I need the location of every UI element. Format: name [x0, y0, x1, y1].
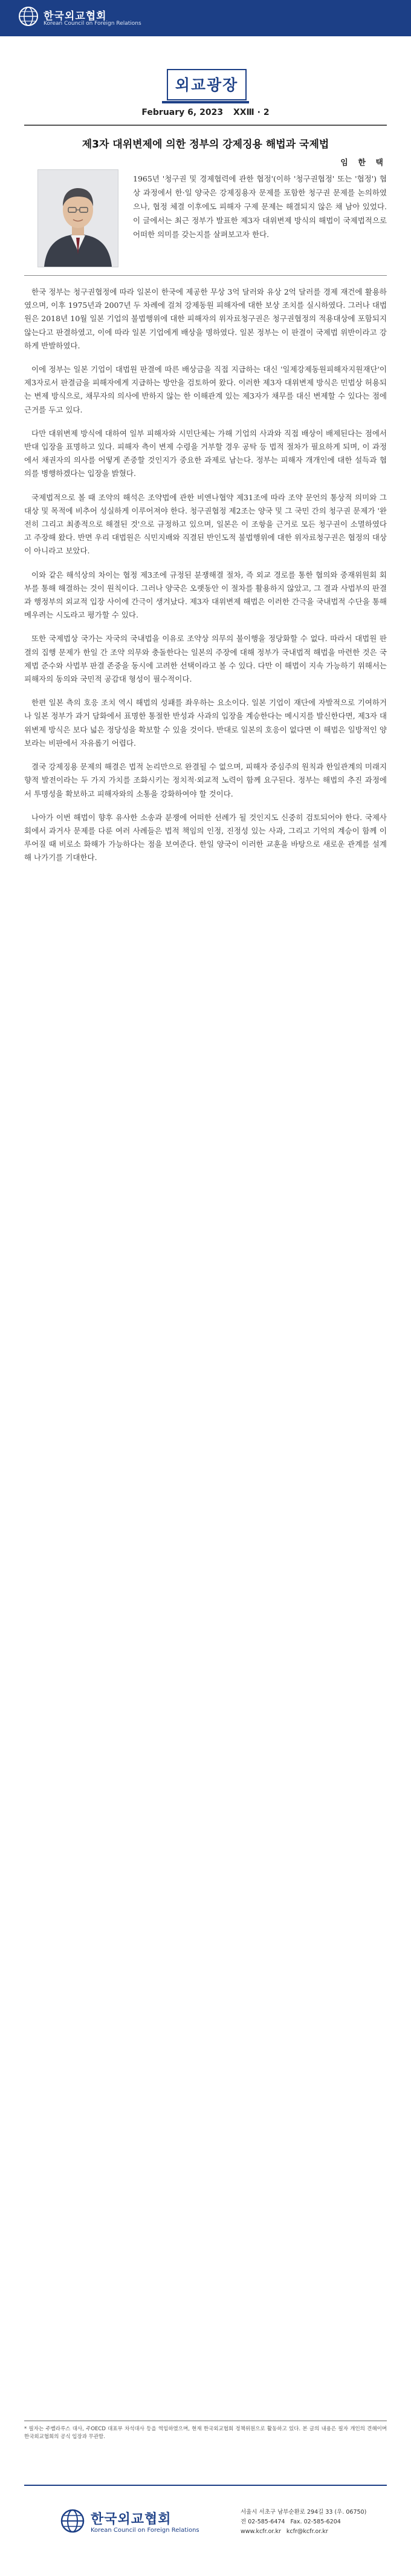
footer-phone-fax	[241, 2517, 386, 2527]
divider	[24, 125, 387, 126]
author-footnote: * 필자는 주벨라루스 대사, 주OECD 대표부 차석대사 등을 역임하였으며, 현재 한국외교협회 정책위원으로 활동하고 있다. 본 글의 내용은 필자 개인의 견해이며 한국외교협회의 공식 입장과 무관함.	[24, 2426, 387, 2440]
org-name-en: Korean Council on Foreign Relations	[44, 21, 141, 27]
article-headline: 제3자 대위변제에 의한 정부의 강제징용 해법과 국제법	[82, 139, 329, 151]
body-paragraph: 결국 강제징용 문제의 해결은 법적 논리만으로 완결될 수 없으며, 피해자 중심주의 원칙과 한일관계의 미래지향적 발전이라는 두 가지 가치를 조화시키는 정치적·외교적 노력이 함께 요구된다. 정부는 해법의 추진 과정에서 투명성을 확보하고 피해자와의 소통을 강화하여야 할 것이다.	[24, 762, 387, 798]
body-paragraph: 나아가 이번 해법이 향후 유사한 소송과 분쟁에 어떠한 선례가 될 것인지도 신중히 검토되어야 한다. 국제사회에서 과거사 문제를 다룬 여러 사례들은 법적 책임의 인정, 진정성 있는 사과, 그리고 기억의 계승이 함께 이루어질 때 비로소 화해가 가능하다는 점을 보여준다. 한일 양국이 이러한 교훈을 바탕으로 새로운 관계를 설계해 나가기를 기대한다.	[24, 812, 387, 862]
footer-org-name-kr: 한국외교협회	[91, 2512, 172, 2527]
footer-email-link[interactable]: kcfr@kcfr.or.kr	[286, 2528, 328, 2535]
globe-emblem-icon	[18, 6, 39, 27]
author-photo	[37, 169, 118, 267]
article-author: 임 한 택	[340, 158, 387, 168]
publication-title-box	[167, 69, 247, 100]
globe-emblem-icon	[60, 2509, 85, 2533]
issue-line	[0, 108, 411, 117]
body-paragraph: 국제법적으로 볼 때 조약의 해석은 조약법에 관한 비엔나협약 제31조에 따라 조약 문언의 통상적 의미와 그 대상 및 목적에 비추어 성실하게 이루어져야 한다. 청구권협정 제2조는 양국 및 그 국민 간의 청구권 문제가 '완전히 그리고 최종적으로 해결된 것'으로 규정하고 있으며, 일본은 이 조항을 근거로 모든 청구권이 소멸하였다고 주장해 왔다. 반면 우리 대법원은 식민지배와 직결된 반인도적 불법행위에 대한 위자료청구권은 협정의 대상이 아니라고 보았다.	[24, 492, 387, 556]
footer-website-link[interactable]: www.kcfr.or.kr	[241, 2528, 281, 2535]
body-paragraph: 이에 정부는 일본 기업이 대법원 판결에 따른 배상금을 직접 지급하는 대신 '일제강제동원피해자지원재단'이 제3자로서 판결금을 피해자에게 지급하는 방안을 검토하여 왔다. 이러한 제3자 대위변제 방식은 민법상 허용되는 변제 방식으로, 채무자의 의사에 반하지 않는 한 이해관계 있는 제3자가 채무를 대신 변제할 수 있다는 점에 근거를 두고 있다.	[24, 365, 387, 414]
footer-divider	[24, 2485, 387, 2486]
publication-title: 외교광장	[175, 76, 239, 94]
footer-contact	[241, 2508, 386, 2537]
issue-date: February 6, 2023	[141, 108, 224, 117]
article-abstract: 1965년 '청구권 및 경제협력에 관한 협정'(이하 '청구권협정' 또는 '협정') 협상 과정에서 한·일 양국은 강제징용자 문제를 포함한 청구권 문제를 논의하였으나, 협정 체결 이후에도 피해자 구제 문제는 해결되지 않은 채 남아 있었다. 이 글에서는 최근 정부가 발표한 제3자 대위변제 방식의 해법이 국제법적으로 어떠한 의미를 갖는지를 살펴보고자 한다.	[133, 174, 387, 239]
body-paragraph: 또한 국제법상 국가는 자국의 국내법을 이유로 조약상 의무의 불이행을 정당화할 수 없다. 따라서 대법원 판결의 집행 문제가 한일 간 조약 의무와 충돌한다는 일본의 주장에 대해 정부가 국내법적 해법을 마련한 것은 국제법 준수와 사법부 판결 존중을 동시에 고려한 선택이라고 볼 수 있다. 다만 이 해법이 지속 가능하기 위해서는 피해자의 동의와 국민적 공감대 형성이 필수적이다.	[24, 634, 387, 684]
divider	[24, 275, 387, 276]
header-band	[0, 0, 411, 36]
article-body	[24, 285, 387, 875]
footer-phone: 전 02-585-6474	[241, 2519, 285, 2525]
body-paragraph: 이와 같은 해석상의 차이는 협정 제3조에 규정된 분쟁해결 절차, 즉 외교 경로를 통한 협의와 중재위원회 회부를 통해 해결하는 것이 원칙이다. 그러나 양국은 오랫동안 이 절차를 활용하지 않았고, 그 결과 사법부의 판결과 행정부의 외교적 입장 사이에 간극이 생겨났다. 제3자 대위변제 해법은 이러한 간극을 국내법적 수단을 통해 메우려는 시도라고 평가할 수 있다.	[24, 570, 387, 620]
footer-org-name-en: Korean Council on Foreign Relations	[91, 2527, 199, 2534]
org-name-kr: 한국외교협회	[44, 10, 107, 22]
issue-number: XXⅢ · 2	[233, 108, 270, 117]
footer-fax: Fax. 02-585-6204	[290, 2519, 341, 2525]
body-paragraph: 한국 정부는 청구권협정에 따라 일본이 한국에 제공한 무상 3억 달러와 유상 2억 달러를 경제 재건에 활용하였으며, 이후 1975년과 2007년 두 차례에 걸쳐 강제동원 피해자에 대한 보상 조치를 실시하였다. 그러나 대법원은 2018년 10월 일본 기업의 불법행위에 대한 피해자의 위자료청구권은 청구권협정의 적용대상에 포함되지 않는다고 판결하였고, 이에 따라 일본 기업에게 배상을 명하였다. 일본 정부는 이 판결이 국제법 위반이라고 강하게 반발하였다.	[24, 287, 387, 350]
footer-address: 서울시 서초구 남부순환로 294길 33 (우. 06750)	[241, 2509, 367, 2516]
body-paragraph: 다만 대위변제 방식에 대하여 일부 피해자와 시민단체는 가해 기업의 사과와 직접 배상이 배제된다는 점에서 반대 입장을 표명하고 있다. 피해자 측이 변제 수령을 거부할 경우 공탁 등 법적 절차가 필요하게 되며, 이 과정에서 채권자의 의사를 어떻게 존중할 것인지가 중요한 과제로 남는다. 정부는 피해자 개개인에 대한 설득과 협의를 병행하겠다는 입장을 밝혔다.	[24, 428, 387, 478]
title-underline	[162, 101, 249, 103]
footer-web-email	[241, 2527, 386, 2537]
body-paragraph: 한편 일본 측의 호응 조치 역시 해법의 성패를 좌우하는 요소이다. 일본 기업이 재단에 자발적으로 기여하거나 일본 정부가 과거 담화에서 표명한 통절한 반성과 사과의 입장을 계승한다는 메시지를 발신한다면, 제3자 대위변제 방식은 보다 넓은 정당성을 확보할 수 있을 것이다. 반대로 일본의 호응이 없다면 이 해법은 일방적인 양보라는 비판에서 자유롭기 어렵다.	[24, 698, 387, 748]
